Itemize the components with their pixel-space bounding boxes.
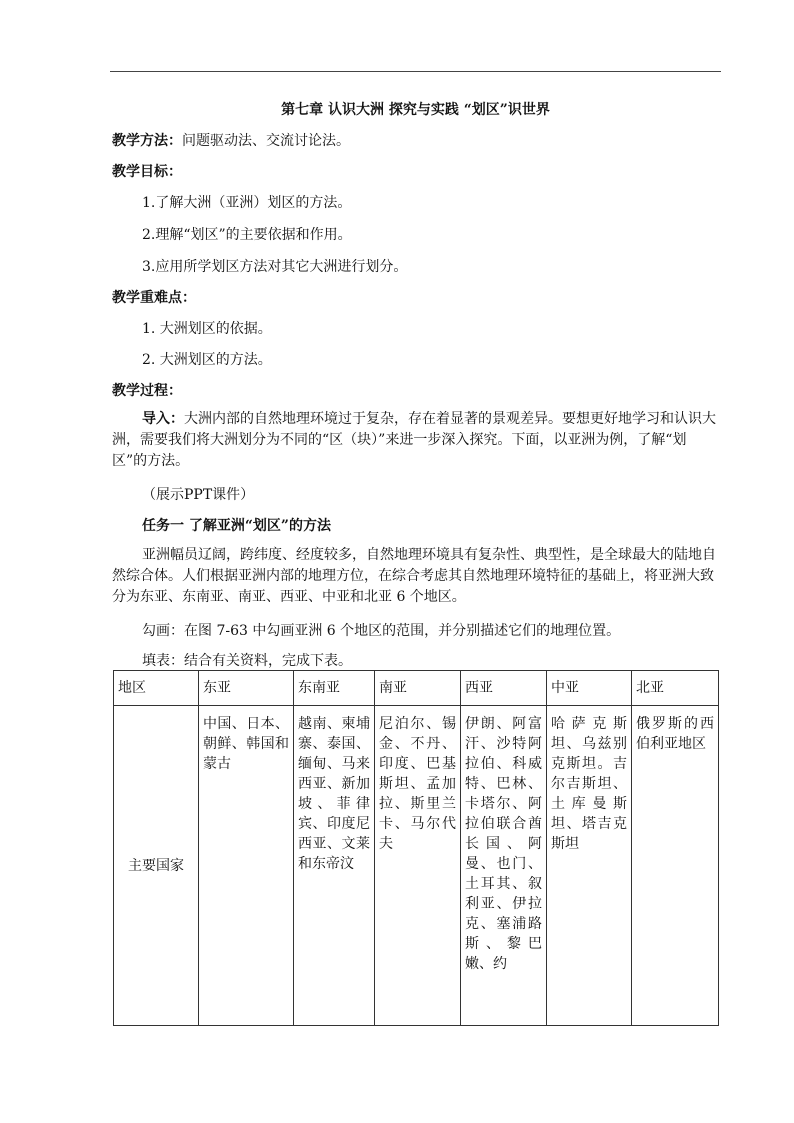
intro-label: 导入： — [142, 411, 184, 427]
method-line — [112, 130, 350, 150]
intro-paragraph — [112, 409, 719, 472]
table-header-cell: 东南亚 — [294, 671, 375, 706]
table-header-cell: 北亚 — [632, 671, 719, 706]
keypoint-item: 1. 大洲划区的依据。 — [142, 321, 272, 337]
intro-text: 大洲内部的自然地理环境过于复杂，存在着显著的景观差异。要想更好地学习和认识大洲，需要我们将大洲划分为不同的“区（块）”来进一步深入探究。下面，以亚洲为例，了解“划区”的方法。 — [112, 411, 716, 469]
keypoints-label: 教学重难点： — [112, 290, 196, 306]
table-cell: 俄罗斯的西伯利亚地区 — [632, 706, 719, 1026]
table-cell: 伊朗、阿富汗、沙特阿拉伯、科威特、巴林、卡塔尔、阿拉伯联合酋长国、阿曼、也门、土耳其、叙利亚、伊拉克、塞浦路斯、黎巴嫩、约 — [461, 706, 547, 1026]
table-cell: 越南、柬埔寨、泰国、缅甸、马来西亚、新加坡、菲律宾、印度尼西亚、文莱和东帝汶 — [294, 706, 375, 1026]
draw-instruction: 勾画：在图 7-63 中勾画亚洲 6 个地区的范围，并分别描述它们的地理位置。 — [142, 623, 621, 639]
header-rule — [110, 71, 721, 72]
fill-instruction: 填表：结合有关资料，完成下表。 — [142, 653, 352, 669]
region-table — [113, 670, 719, 1026]
task1-heading: 任务一 了解亚洲“划区”的方法 — [142, 518, 331, 534]
ppt-note: （展示PPT课件） — [142, 487, 255, 503]
table-header-cell: 地区 — [114, 671, 199, 706]
table-header-cell: 中亚 — [547, 671, 632, 706]
method-label: 教学方法： — [112, 133, 182, 149]
table-header-cell: 西亚 — [461, 671, 547, 706]
table-header-row — [114, 671, 719, 706]
table-cell: 中国、日本、朝鲜、韩国和蒙古 — [199, 706, 294, 1026]
table-row — [114, 706, 719, 1026]
goal-item: 2.理解“划区”的主要依据和作用。 — [142, 227, 352, 243]
goal-item: 1.了解大洲（亚洲）划区的方法。 — [142, 195, 352, 211]
method-text: 问题驱动法、交流讨论法。 — [182, 133, 350, 149]
row-label: 主要国家 — [114, 706, 199, 1026]
table-header-cell: 南亚 — [375, 671, 461, 706]
keypoint-item: 2. 大洲划区的方法。 — [142, 352, 272, 368]
table-header-cell: 东亚 — [199, 671, 294, 706]
table-cell: 哈萨克斯坦、乌兹别克斯坦。吉尔吉斯坦、土库曼斯坦、塔吉克斯坦 — [547, 706, 632, 1026]
goals-label: 教学目标： — [112, 164, 182, 180]
body-paragraph — [112, 545, 719, 608]
process-label: 教学过程： — [112, 383, 182, 399]
goal-item: 3.应用所学划区方法对其它大洲进行划分。 — [142, 259, 408, 275]
table-cell: 尼泊尔、锡金、不丹、印度、巴基斯坦、孟加拉、斯里兰卡、马尔代夫 — [375, 706, 461, 1026]
page-title: 第七章 认识大洲 探究与实践 “划区”识世界 — [281, 102, 550, 118]
body-text: 亚洲幅员辽阔，跨纬度、经度较多，自然地理环境具有复杂性、典型性，是全球最大的陆地自然综合体。人们根据亚洲内部的地理方位，在综合考虑其自然地理环境特征的基础上，将亚洲大致分为东亚、东南亚、南亚、西亚、中亚和北亚 6 个地区。 — [112, 547, 716, 605]
